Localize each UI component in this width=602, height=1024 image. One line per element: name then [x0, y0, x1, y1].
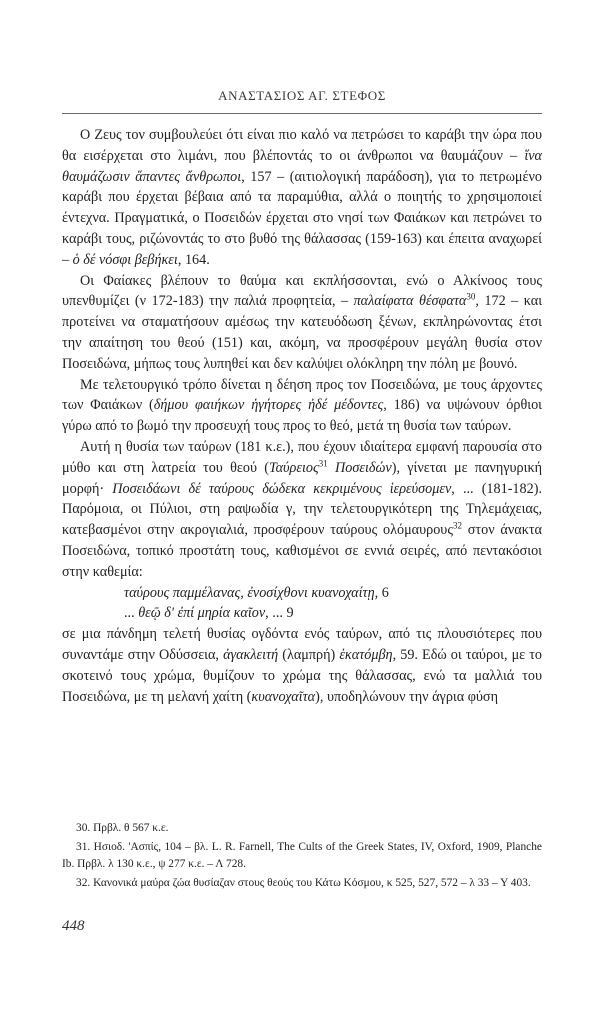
greek-epithet: Ταύρειος	[269, 459, 319, 476]
paragraph-3-text: , 186) να υψώνουν όρθιοι γύρω από το βωμό την προσευχή τους προς το θεό, μετά τη θυσία των ταύρων.	[62, 397, 543, 435]
footnote-ref-30[interactable]: 30	[466, 291, 476, 302]
verse-line-1	[124, 583, 542, 604]
paragraph-1-text: , 157 – (αιτιολογική παράδοση), για το πετρωμένο καράβι που έρχεται βέβαια από τα παραμύθια, αλλά ο ποιητής το χρησιμοποιεί έντεχνα. Πραγματικά, ο Ποσειδών έρχεται στο νησί των Φαιάκων και πετρώνει το καράβι τους, ριζώνοντάς το στο βυθό της θάλασσας (159-163) και έπειτα αναχωρεί –	[62, 168, 542, 268]
footnote-ref-31[interactable]: 31	[318, 458, 328, 469]
footnote-31: 31. Ησιοδ. 'Ασπίς, 104 – βλ. L. R. Farnell, The Cults of the Greek States, IV, Oxford, 1909, Planche Ib. Πρβλ. λ 130 κ.ε., ψ 277 κ.ε. – Λ 728.	[62, 841, 542, 870]
page-number: 448	[62, 918, 85, 934]
greek-quote: παλαίφατα θέσφατα	[353, 293, 467, 310]
greek-quote: Ποσειδάωνι δέ ταύρους δώδεκα κεκριμένους ἱερεύσομεν	[112, 480, 452, 497]
greek-term: ἑκατόμβη	[339, 646, 393, 663]
paragraph-5-text: , 59. Εδώ οι ταύροι, με το σκοτεινό τους χρώμα, θυμίζουν το χρώμα της θάλασσας, ενώ τα μαλλιά του Ποσειδώνα, με τη μελανή χαίτη (	[62, 646, 542, 705]
paragraph-2-text: , 172 – και προτείνει να σταματήσουν αμέσως την κατευόδωση ξένων, εκπληρώνοντας έτσι την απαίτηση του θεού (151) και, ακόμη, να προσφέρουν μεγάλη θυσία στον Ποσειδώνα, μήπως τους λυπηθεί και δεν καλύψει ολόκληρη την πόλη με βουνό.	[62, 293, 543, 372]
paragraph-5	[62, 624, 542, 707]
paragraph-3	[62, 375, 542, 437]
main-text	[62, 125, 542, 707]
footnote-32: 32. Κανονικά μαύρα ζώα θυσίαζαν στους θεούς του Κάτω Κόσμου, κ 525, 527, 572 – λ 33 – Υ 403.	[76, 877, 531, 889]
paragraph-5-text: (λαμπρή)	[278, 646, 340, 663]
paragraph-2-text: Οι Φαίακες βλέπουν το θαύμα και εκπλήσσονται, ενώ ο Αλκίνοος τους υπενθυμίζει (ν 172-183) την παλιά προφητεία, –	[62, 272, 542, 310]
paragraph-5-text: ), υποδηλώνουν την άγρια φύση	[315, 688, 498, 705]
paragraph-4	[62, 437, 542, 583]
greek-term: κυανοχαῖτα	[251, 688, 316, 705]
paragraph-1-text: , 164.	[177, 251, 210, 268]
greek-quote: δήμου φαιήκων ἡγήτορες ἠδέ μέδοντες	[153, 397, 384, 414]
paragraph-4-text: Αυτή η θυσία των ταύρων (181 κ.ε.), που έχουν ιδιαίτερα εμφανή παρουσία στο μύθο και στη λατρεία του θεού (	[62, 438, 542, 476]
verse-text: ταύρους παμμέλανας, ἐνοσίχθονι κυανοχαίτῃ,	[124, 584, 379, 601]
paragraph-1-text: Ο Ζευς τον συμβουλεύει ότι είναι πιο καλό να πετρώσει το καράβι την ώρα που θα εισέρχεται στο λιμάνι, που βλέποντάς το οι άνθρωποι να θαυμάζουν –	[62, 127, 542, 164]
paragraph-1	[62, 125, 542, 271]
verse-line-2	[124, 603, 542, 624]
paragraph-4-text: ), γίνεται με πανηγυρική μορφή·	[62, 459, 543, 497]
footnotes	[62, 820, 542, 894]
paragraph-4-text: στον άνακτα Ποσειδώνα, τοπικό προστάτη τους, καθισμένοι σε εννιά σειρές, από πεντακόσιοι στην καθεμία:	[62, 522, 542, 580]
verse-quotation	[62, 583, 542, 625]
footnote-ref-32[interactable]: 32	[452, 520, 462, 531]
paragraph-3-text: Με τελετουργικό τρόπο δίνεται η δέηση προς τον Ποσειδώνα, με τους άρχοντες των Φαιάκων (	[62, 376, 542, 414]
greek-epithet: Ποσειδών	[327, 459, 392, 476]
verse-text: θεῷ δ' ἐπί μηρία καῖον	[138, 605, 266, 622]
paragraph-5-text: σε μια πάνδημη τελετή θυσίας ογδόντα ενός ταύρων, από τις πλουσιότερες που συναντάμε στην Οδύσσεια,	[62, 626, 542, 663]
greek-quote: ὁ δέ νόσφι βεβήκει	[72, 251, 178, 268]
verse-reference: , ... 9	[265, 605, 294, 622]
verse-ellipsis: ...	[124, 605, 139, 622]
greek-quote: ἵνα θαυμάζωσιν ἅπαντες ἄνθρωποι	[62, 147, 542, 185]
footnote-30: 30. Πρβλ. θ 567 κ.ε.	[76, 822, 169, 834]
header-rule	[62, 113, 542, 114]
verse-reference: 6	[378, 584, 389, 601]
paragraph-4-text: , ... (181-182). Παρόμοια, οι Πύλιοι, στη ραψωδία γ, την τελετουργικότερη της Τηλεμάχειας, κατεβασμένοι στην ακρογιαλιά, προσφέρουν ταύρους ολόμαυρους	[62, 480, 542, 539]
running-head: ΑΝΑΣΤΑΣΙΟΣ ΑΓ. ΣΤΕΦΟΣ	[218, 88, 386, 103]
greek-term: ἀγακλειτή	[223, 646, 279, 663]
paragraph-2	[62, 271, 542, 375]
